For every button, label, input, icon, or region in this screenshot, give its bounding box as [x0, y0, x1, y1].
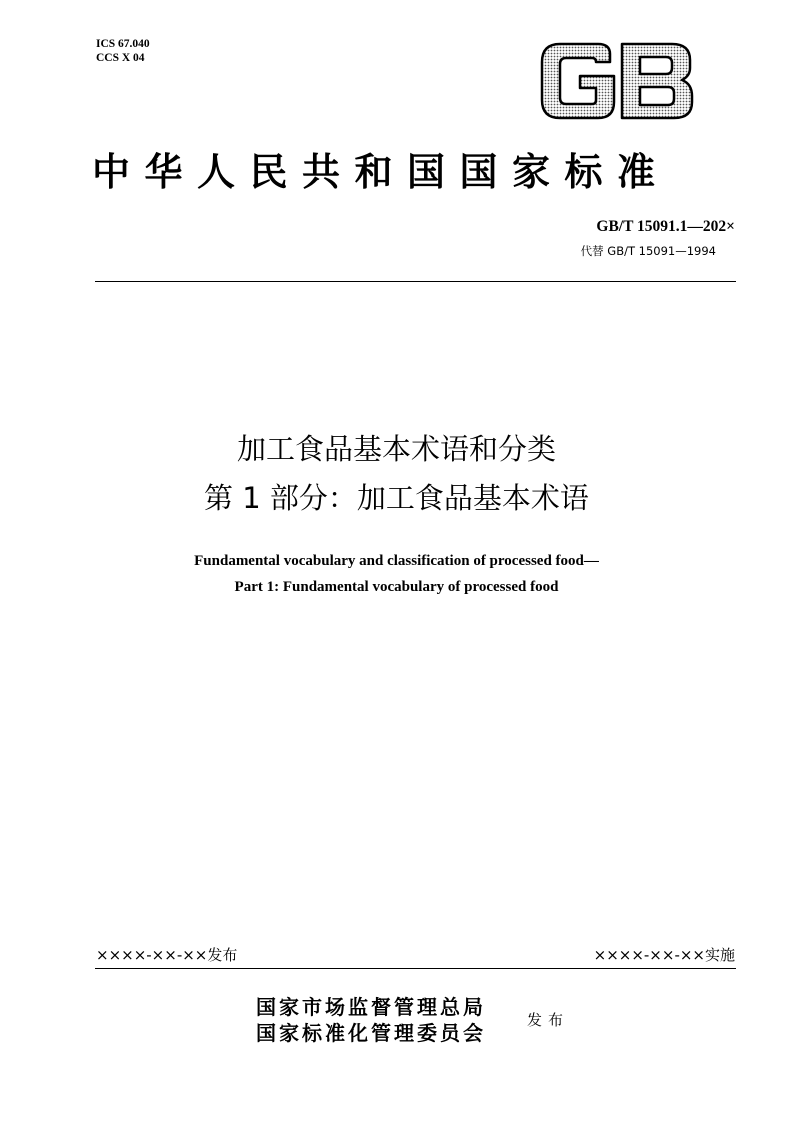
en-title-line2: Part 1: Fundamental vocabulary of processed food: [234, 579, 559, 595]
ccs-code: CCS X 04: [96, 52, 145, 64]
national-standard-heading: 中华人民共和国国家标准: [92, 149, 670, 194]
cn-title-line1: 加工食品基本术语和分类: [236, 432, 556, 466]
classification-codes: [96, 37, 150, 65]
replaces-standard: 代替 GB/T 15091—1994: [580, 244, 716, 258]
ics-code: ICS 67.040: [96, 38, 150, 50]
implement-date: ××××-××-××实施: [593, 946, 735, 964]
en-title-line1: Fundamental vocabulary and classification of processed food—: [194, 553, 599, 569]
gb-logo: [538, 40, 694, 122]
cn-title-line2: 第 1 部分：加工食品基本术语: [204, 481, 589, 515]
footer-divider: [95, 968, 736, 969]
issuer-samr: 国家市场监督管理总局: [256, 995, 486, 1019]
issue-date: ××××-××-××发布: [96, 946, 238, 964]
header-divider: [95, 281, 736, 282]
standard-number: GB/T 15091.1—202×: [596, 218, 735, 235]
issue-label: 发布: [527, 1011, 570, 1029]
issuer-sac: 国家标准化管理委员会: [256, 1021, 486, 1045]
